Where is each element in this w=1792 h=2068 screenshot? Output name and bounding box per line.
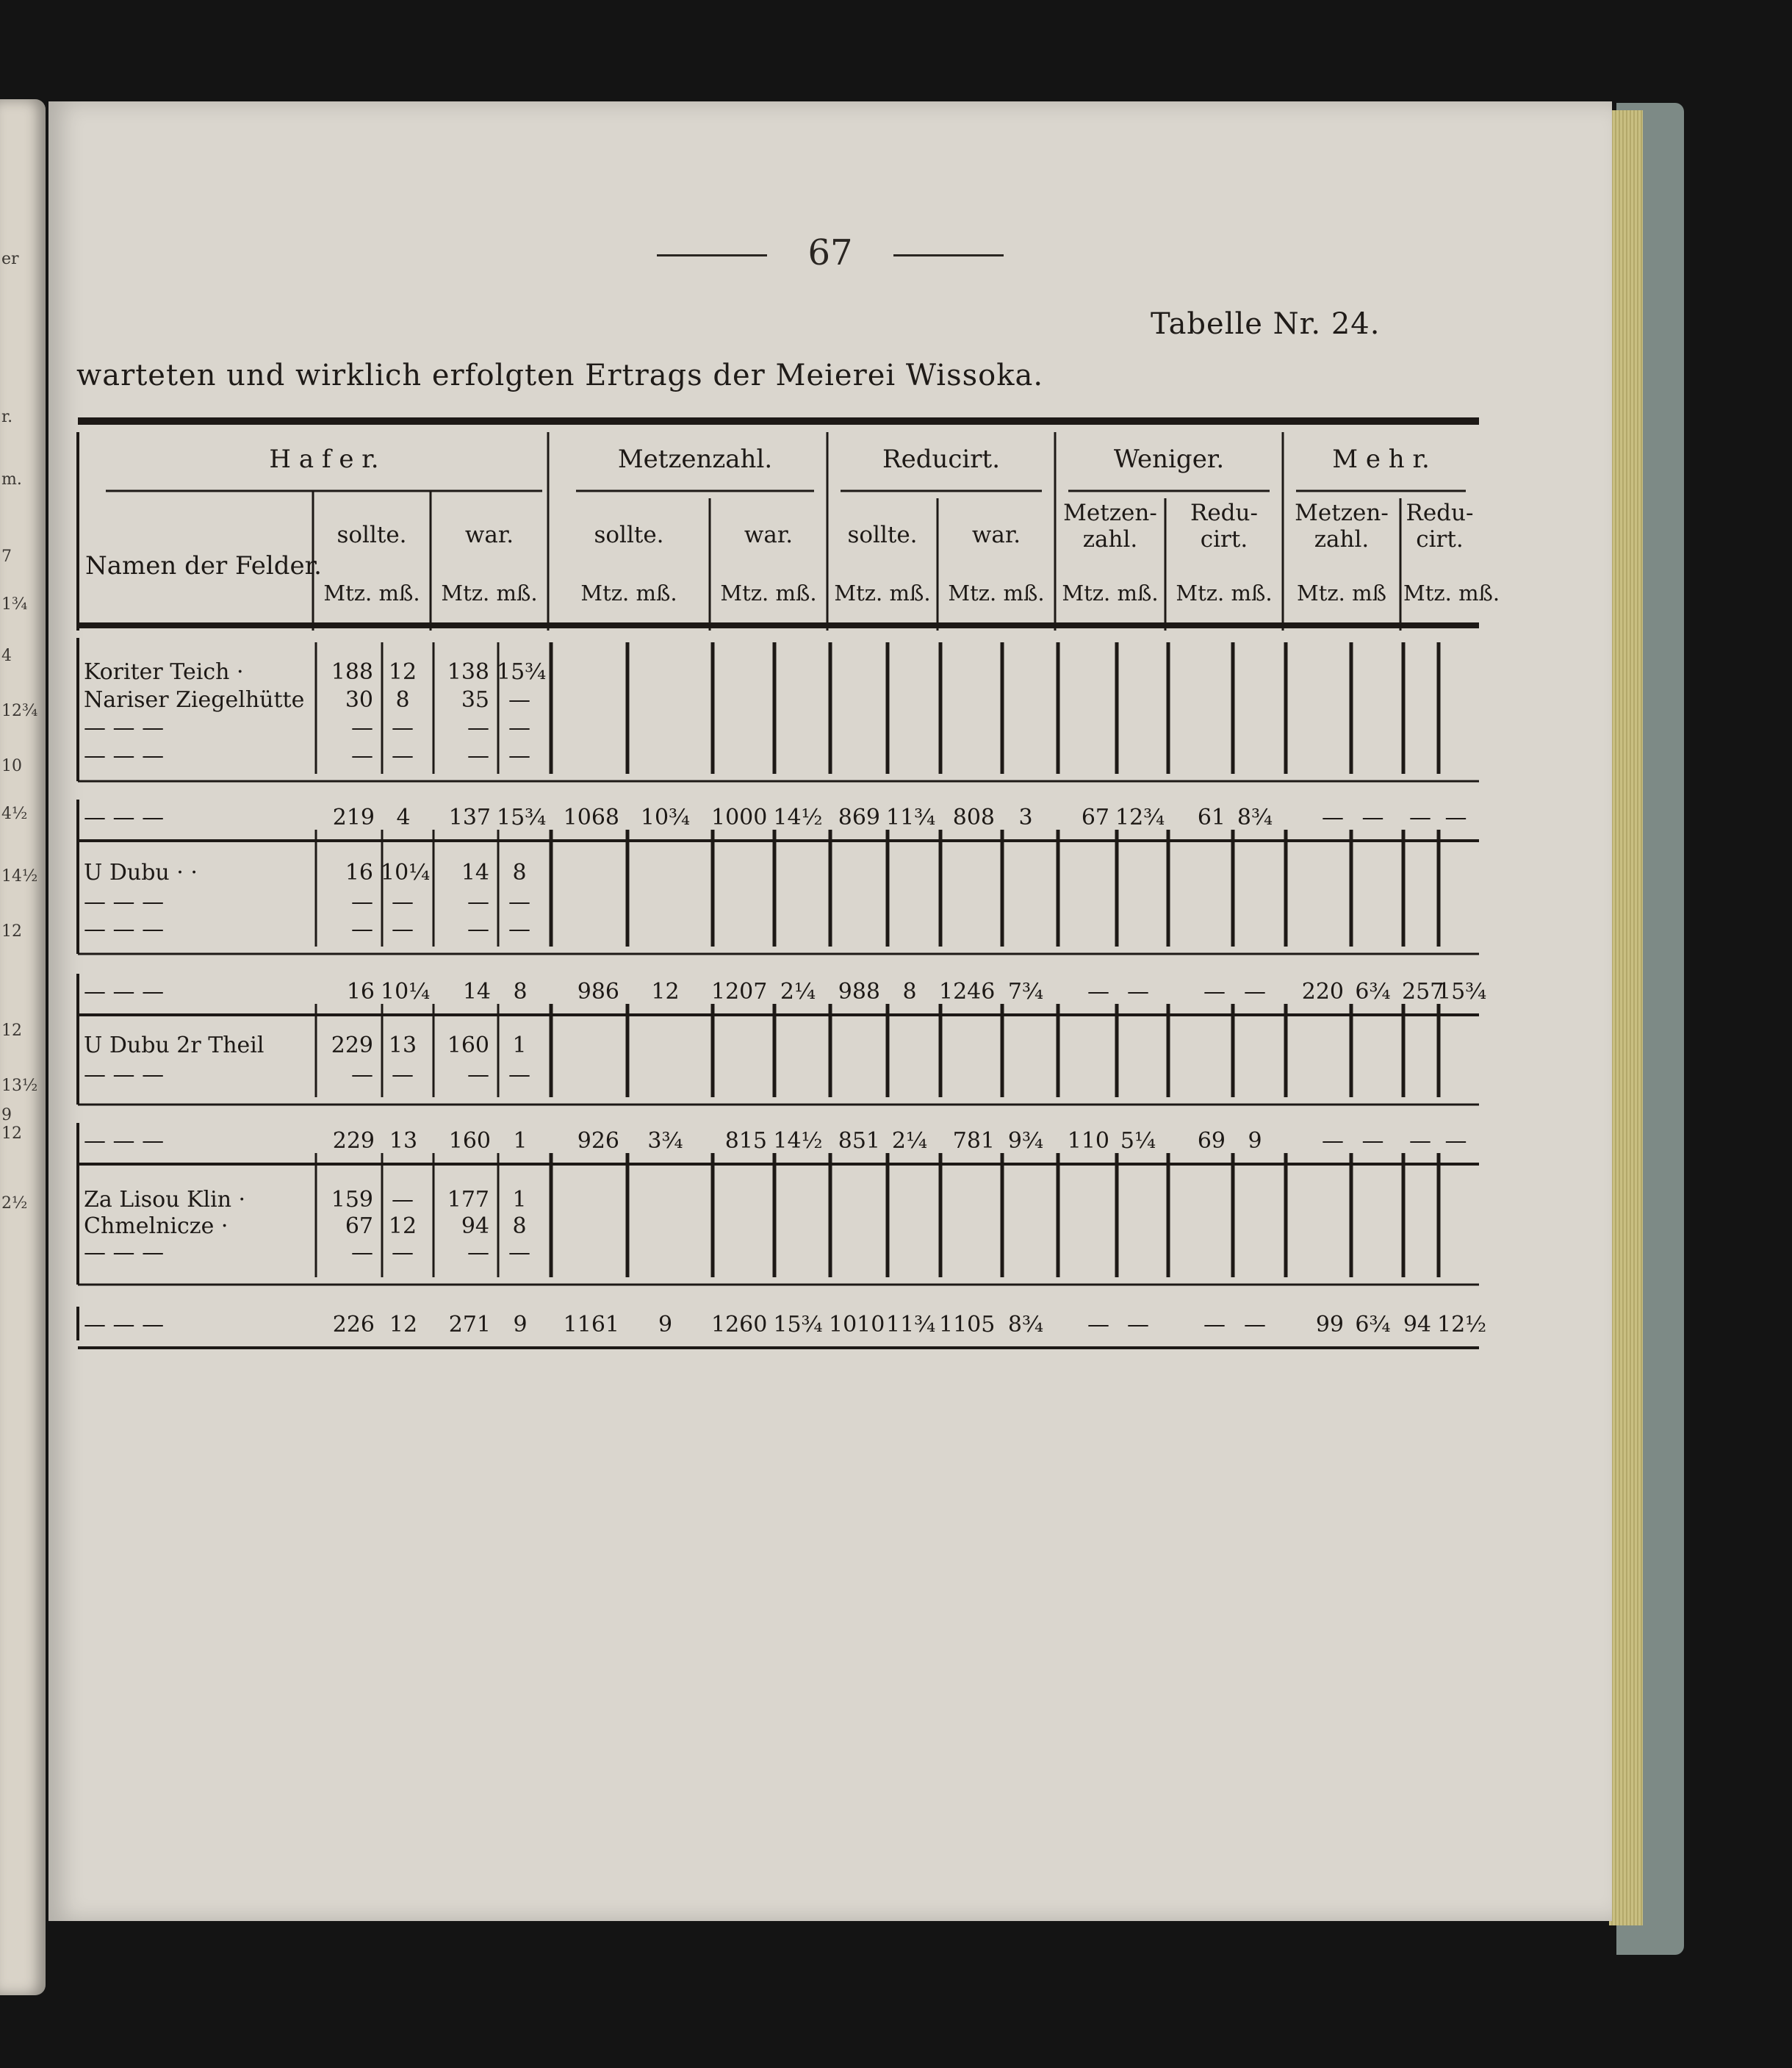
column-subheader: cirt. [1200,526,1248,553]
cell-value: 177 [447,1187,489,1213]
facing-page-fragment: 4½ [1,805,28,823]
total-value: — [1203,979,1226,1005]
cell-value: — [351,916,373,942]
total-value: — [1322,1128,1344,1154]
page-block-edge [1609,110,1643,1925]
total-row-label: — — — [84,1312,165,1338]
total-value: 14½ [773,805,823,830]
page-number: 67 [807,232,853,273]
total-value: 1068 [563,805,619,830]
total-value: 8 [513,979,528,1005]
yield-table [48,101,1612,1921]
total-value: 257 [1402,979,1444,1005]
cell-value: 35 [461,687,489,713]
cell-value: — [467,1062,489,1088]
facing-page-fragment: 14½ [1,867,38,886]
column-subheader: Redu- [1190,500,1258,526]
total-value: 15¾ [773,1312,823,1338]
total-value: 3¾ [647,1128,683,1154]
total-value: 12 [389,1312,418,1338]
total-value: 781 [952,1128,995,1154]
total-value: 14 [462,979,491,1005]
column-subheader: sollte. [594,522,664,548]
total-value: 7¾ [1007,979,1044,1005]
cell-value: 8 [512,1213,527,1239]
total-value: 12 [651,979,680,1005]
total-value: — [1444,1128,1467,1154]
total-value: 4 [396,805,411,830]
cell-value: — [351,743,373,769]
cell-value: — [351,1240,373,1265]
total-value: 926 [577,1128,619,1154]
column-subheader: zahl. [1082,526,1138,553]
cell-value: — [392,916,414,942]
field-name: — — — [84,743,165,769]
facing-page-fragment: 2½ [1,1194,28,1213]
cell-value: 15¾ [497,659,547,685]
column-subheader: zahl. [1314,526,1370,553]
total-value: — [1244,979,1266,1005]
total-row-label: — — — [84,1128,165,1154]
total-value: 8¾ [1237,805,1273,830]
field-name: — — — [84,1062,165,1088]
cell-value: — [508,889,530,915]
cell-value: 67 [345,1213,373,1239]
total-value: 1207 [711,979,768,1005]
total-value: — [1409,805,1431,830]
cell-value: — [351,715,373,741]
total-value: 8¾ [1007,1312,1044,1338]
column-subheader: sollte. [847,522,918,548]
total-value: 16 [346,979,375,1005]
cell-value: — [467,1240,489,1265]
cell-value: — [392,1240,414,1265]
unit-header: Mtz. mß. [834,581,931,606]
total-value: 1161 [563,1312,619,1338]
facing-page-fragment: 12 [1,922,22,941]
cell-value: — [508,715,530,741]
field-name: U Dubu · · [84,860,198,886]
facing-page-fragment: 9 [1,1106,12,1124]
total-value: — [1127,1312,1149,1338]
cell-value: 8 [512,860,527,886]
total-value: 869 [838,805,880,830]
field-name: Za Lisou Klin · [84,1187,246,1213]
cell-value: 12 [388,1213,417,1239]
cell-value: — [392,889,414,915]
total-value: 5¼ [1120,1128,1156,1154]
total-row-label: — — — [84,979,165,1005]
column-subheader: war. [464,522,514,548]
facing-page-fragment: 1¾ [1,595,28,614]
cell-value: 10¼ [381,860,431,886]
total-value: 229 [332,1128,375,1154]
cell-value: — [467,889,489,915]
cell-value: 94 [461,1213,489,1239]
facing-page-fragment: 12¾ [1,702,38,720]
total-value: 11¾ [886,805,936,830]
total-value: 2¼ [891,1128,928,1154]
unit-header: Mtz. mß. [1176,581,1273,606]
facing-page-fragment: 7 [1,547,12,566]
cell-value: — [392,1187,414,1213]
total-value: 12½ [1437,1312,1487,1338]
total-value: 986 [577,979,619,1005]
cell-value: — [351,1062,373,1088]
field-name: Nariser Ziegelhütte [84,687,305,713]
total-value: 160 [448,1128,491,1154]
cell-value: — [508,743,530,769]
total-value: 110 [1067,1128,1109,1154]
facing-page-fragment: 12 [1,1022,22,1040]
total-value: — [1361,805,1384,830]
total-value: — [1087,1312,1109,1338]
total-value: 9 [1248,1128,1262,1154]
total-value: 14½ [773,1128,823,1154]
total-value: 1246 [939,979,996,1005]
cell-value: 160 [447,1033,489,1058]
cell-value: 16 [345,860,373,886]
total-value: 220 [1301,979,1344,1005]
cell-value: 159 [331,1187,373,1213]
unit-header: Mtz. mß. [948,581,1045,606]
field-name: — — — [84,715,165,741]
facing-page-fragment: er [1,250,19,268]
total-value: 271 [448,1312,491,1338]
facing-page-fragment: 10 [1,757,22,775]
cell-value: 229 [331,1033,373,1058]
cell-value: — [467,916,489,942]
total-value: 9 [658,1312,673,1338]
field-name: — — — [84,1240,165,1265]
cell-value: — [392,715,414,741]
column-group-header: M e h r. [1332,445,1430,474]
column-group-header: Reducirt. [882,445,1001,474]
column-subheader: Redu- [1406,500,1474,526]
column-group-header: Weniger. [1113,445,1225,474]
field-name: Chmelnicze · [84,1213,229,1239]
total-value: 8 [902,979,917,1005]
total-value: — [1127,979,1149,1005]
cell-value: 138 [447,659,489,685]
column-subheader: war. [971,522,1021,548]
total-value: 94 [1403,1312,1431,1338]
total-row-label: — — — [84,805,165,830]
cell-value: — [508,916,530,942]
table-heading: warteten und wirklich erfolgten Ertrags der Meierei Wissoka. [76,359,1044,392]
total-value: — [1087,979,1109,1005]
cell-value: 30 [345,687,373,713]
total-value: 12¾ [1115,805,1165,830]
total-value: 1260 [711,1312,768,1338]
unit-header: Mtz. mß. [1403,581,1500,606]
cell-value: — [508,1240,530,1265]
cell-value: — [351,889,373,915]
cell-value: 1 [512,1187,527,1213]
total-value: — [1322,805,1344,830]
total-value: 815 [724,1128,767,1154]
column-subheader: Metzen- [1063,500,1157,526]
field-name: U Dubu 2r Theil [84,1033,265,1058]
cell-value: 8 [395,687,410,713]
total-value: 10¼ [381,979,431,1005]
total-value: 6¾ [1355,1312,1391,1338]
total-value: 137 [448,805,491,830]
facing-page-fragment: r. [1,408,13,426]
column-subheader: war. [744,522,794,548]
cell-value: — [392,743,414,769]
facing-page-edge [0,99,46,1995]
column-subheader: cirt. [1416,526,1464,553]
total-value: — [1244,1312,1266,1338]
field-name: — — — [84,916,165,942]
unit-header: Mtz. mß. [1062,581,1159,606]
total-value: 808 [952,805,995,830]
total-value: 11¾ [886,1312,936,1338]
column-subheader: Metzen- [1295,500,1389,526]
total-value: 15¾ [497,805,547,830]
total-value: 1105 [939,1312,996,1338]
column-subheader: sollte. [337,522,407,548]
cell-value: — [467,715,489,741]
total-value: 67 [1081,805,1109,830]
cell-value: 1 [512,1033,527,1058]
total-value: 61 [1197,805,1226,830]
total-value: 13 [389,1128,418,1154]
total-value: 226 [332,1312,375,1338]
total-value: — [1409,1128,1431,1154]
unit-header: Mtz. mß. [441,581,538,606]
cell-value: — [467,743,489,769]
cell-value: 12 [388,659,417,685]
facing-page-fragment: 4 [1,647,12,665]
total-value: 1 [513,1128,528,1154]
total-value: — [1444,805,1467,830]
column-group-header: Metzenzahl. [617,445,773,474]
book-page [48,101,1612,1921]
total-value: 6¾ [1355,979,1391,1005]
total-value: — [1203,1312,1226,1338]
field-name: Koriter Teich · [84,659,244,685]
total-value: 988 [838,979,880,1005]
facing-page-fragment: 12 [1,1124,22,1143]
unit-header: Mtz. mß. [580,581,677,606]
total-value: 3 [1018,805,1033,830]
cell-value: 13 [388,1033,417,1058]
total-value: 15¾ [1437,979,1487,1005]
cell-value: — [508,1062,530,1088]
facing-page-fragment: m. [1,470,22,489]
total-value: 851 [838,1128,880,1154]
facing-page-fragment: 13½ [1,1077,38,1095]
table-label: Tabelle Nr. 24. [1151,307,1381,341]
total-value: — [1361,1128,1384,1154]
cell-value: 14 [461,860,489,886]
total-value: 99 [1315,1312,1344,1338]
unit-header: Mtz. mß. [323,581,420,606]
total-value: 219 [332,805,375,830]
total-value: 69 [1197,1128,1226,1154]
cell-value: — [508,687,530,713]
field-name: — — — [84,889,165,915]
total-value: 9¾ [1007,1128,1044,1154]
total-value: 1000 [711,805,768,830]
name-column-header: Namen der Felder. [85,551,322,581]
total-value: 1010 [829,1312,885,1338]
column-group-header: H a f e r. [269,445,379,474]
total-value: 9 [513,1312,528,1338]
total-value: 2¼ [780,979,816,1005]
unit-header: Mtz. mß. [720,581,817,606]
cell-value: 188 [331,659,373,685]
unit-header: Mtz. mß [1297,581,1386,606]
total-value: 10¾ [640,805,691,830]
cell-value: — [392,1062,414,1088]
